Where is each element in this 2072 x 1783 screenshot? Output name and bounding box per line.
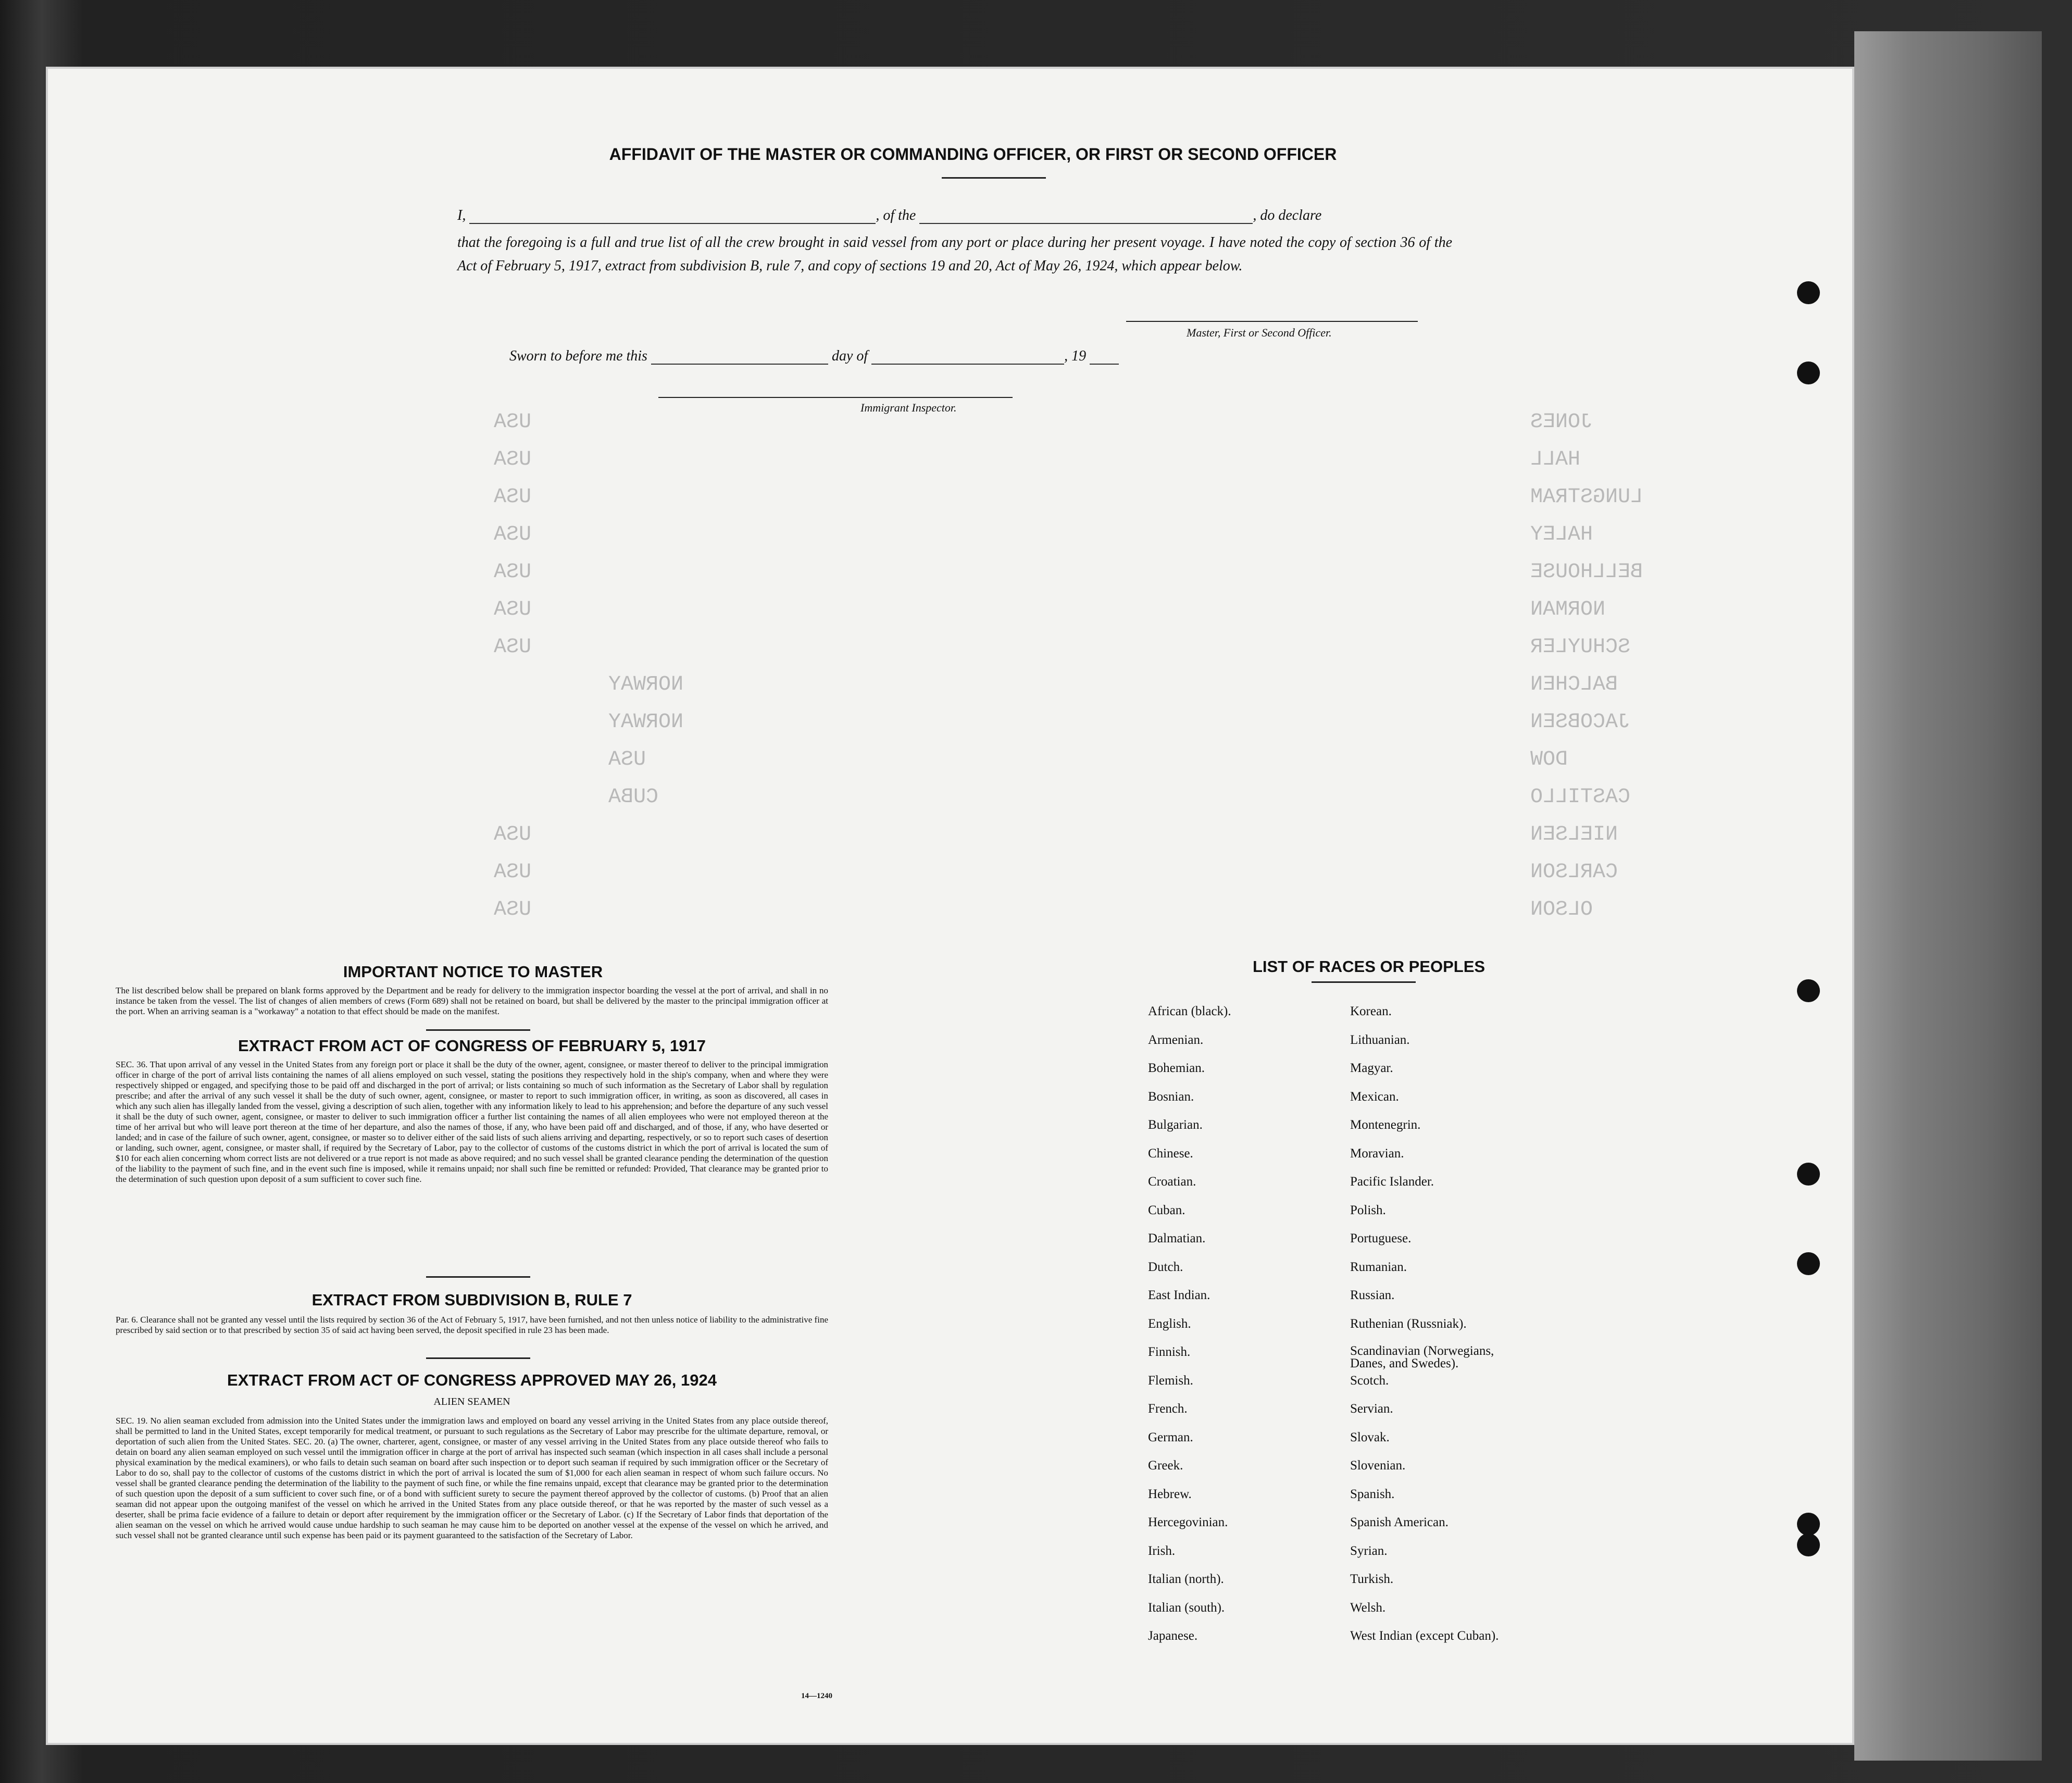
punch-hole: [1797, 361, 1820, 384]
race-item: Italian (north).: [1148, 1572, 1224, 1586]
bleedthrough-nationality: USA: [494, 861, 532, 884]
affidavit-of-the-label: , of the: [876, 207, 916, 223]
race-item: Korean.: [1350, 1004, 1392, 1018]
race-item: Russian.: [1350, 1288, 1395, 1302]
bleedthrough-nationality: USA: [494, 485, 532, 509]
bleedthrough-nationality: USA: [494, 823, 532, 846]
affidavit-declaration-line: [457, 207, 1321, 224]
sworn-day-blank[interactable]: [651, 364, 828, 365]
affidavit-body: that the foregoing is a full and true list of all the crew brought in said vessel from any port or place during her present voyage. I have noted the copy of section 36 of the Act of February 5, 1917, extract from subdivision B, rule 7, and copy of sections 19 and 20, Act of May 26, 1924, which appear below.: [457, 234, 1452, 274]
bleedthrough-nationality: USA: [494, 635, 532, 659]
bleedthrough-name: SCHUYLER: [1530, 635, 1631, 659]
races-title: LIST OF RACES OR PEOPLES: [1252, 957, 1486, 976]
sworn-month-blank[interactable]: [871, 364, 1064, 365]
sworn-label: Sworn to before me this: [509, 348, 647, 364]
bleedthrough-nationality: USA: [494, 410, 532, 434]
race-item: West Indian (except Cuban).: [1350, 1629, 1499, 1643]
signature-label: Master, First or Second Officer.: [1187, 326, 1332, 339]
race-item: Syrian.: [1350, 1543, 1388, 1558]
name-blank[interactable]: [469, 223, 876, 224]
divider: [942, 177, 1046, 179]
race-item: Croatian.: [1148, 1175, 1196, 1189]
sworn-year-label: , 19: [1064, 348, 1087, 364]
bleedthrough-nationality: USA: [494, 898, 532, 921]
inspector-label: Immigrant Inspector.: [860, 401, 957, 414]
affidavit-declare-label: , do declare: [1253, 207, 1322, 223]
subdivision-b-text: Par. 6. Clearance shall not be granted any vessel until the lists required by section 36 of the Act of February 5, 1917, have been furnished, and not then unless notice of liability to the administrative fine prescribed by said section or to that prescribed by section 35 of said act having been served, the deposit specified in rule 23 has been made.: [116, 1315, 828, 1335]
race-item: Moravian.: [1350, 1146, 1404, 1161]
bleedthrough-nationality: USA: [608, 748, 646, 771]
race-item: Bohemian.: [1148, 1061, 1205, 1075]
bleedthrough-nationality: NORWAY: [608, 673, 684, 696]
affidavit-i-label: I,: [457, 207, 466, 223]
race-item: Welsh.: [1350, 1600, 1386, 1615]
divider: [1312, 981, 1416, 983]
race-item: Flemish.: [1148, 1373, 1193, 1388]
race-item: Dalmatian.: [1148, 1231, 1206, 1245]
bleedthrough-nationality: USA: [494, 598, 532, 621]
sworn-dayof-label: day of: [831, 348, 868, 364]
bleedthrough-name: CARLSON: [1530, 861, 1618, 884]
bleedthrough-name: HALL: [1530, 448, 1581, 471]
sworn-year-blank[interactable]: [1090, 364, 1119, 365]
punch-hole: [1797, 1533, 1820, 1556]
bleedthrough-nationality: CUBA: [608, 785, 659, 809]
race-item: Scandinavian (Norwegians, Danes, and Swedes).: [1350, 1344, 1494, 1370]
notice-text: The list described below shall be prepared on blank forms approved by the Department and be ready for delivery to the immigration inspector boarding the vessel at the port of arrival, and shall in no instance be taken from the vessel. The list of changes of alien members of crews (Form 689) shall not be retained on board, but shall be delivered by the master to the principal immigration officer at the port. When an arriving seaman is a "workaway" a notation to that effect should be made on the manifest.: [116, 986, 828, 1016]
punch-hole: [1797, 1163, 1820, 1186]
affidavit-title: AFFIDAVIT OF THE MASTER OR COMMANDING OFFICER, OR FIRST OR SECOND OFFICER: [609, 145, 1337, 164]
extract-1924-text: SEC. 19. No alien seaman excluded from admission into the United States under the immigration laws and employed on board any vessel arriving in the United States from any place outside thereof, shall be permitted to land in the United States, except temporarily for medical treatment, or pursuant to such regulations as the Secretary of Labor may prescribe for the ultimate departure, removal, or deportation of such alien from the United States. SEC. 20. (a) The owner, charterer, agent, consignee, or master of any vessel arriving in the United States from any place outside thereof who fails to detain on board any alien seaman employed on such vessel until the immigration officer in charge at the port of arrival has inspected such seaman (which inspection in all cases shall include a personal physical examination by the medical examiners), or who fails to detain such seaman on board after such inspection or to deport such seaman if required by such immigration officer or the Secretary of Labor to do so, shall pay to the collector of customs of the customs district in which the port of arrival is located the sum of $1,000 for each alien seaman in respect of whom such failure occurs. No vessel shall be granted clearance pending the determination of the liability to the payment of such fine, or while the fine remains unpaid, except that clearance may be granted prior to the determination of such question upon the deposit of a sum sufficient to cover such fine, or of a bond with sufficient surety to secure the payment thereof approved by the collector of customs. (b) Proof that an alien seaman did not appear upon the outgoing manifest of the vessel on which he arrived in the United States from any place outside thereof, or that he was reported by the master of such vessel as a deserter, shall be prima facie evidence of a failure to detain or deport after requirement by the immigration officer or the Secretary of Labor. (c) If the Secretary of Labor finds that deportation of the alien seaman on the vessel on which he arrived would cause undue hardship to such seaman he may cause him to be deported on another vessel at the expense of the vessel on which he arrived, and such vessel shall not be granted clearance until such expense has been paid or its payment guaranteed to the satisfaction of the Secretary of Labor.: [116, 1416, 828, 1540]
bleedthrough-nationality: NORWAY: [608, 710, 684, 734]
race-item: Chinese.: [1148, 1146, 1193, 1161]
divider: [426, 1357, 530, 1359]
bleedthrough-name: CASTILLO: [1530, 785, 1631, 809]
bleedthrough-name: NORMAN: [1530, 598, 1606, 621]
vessel-blank[interactable]: [919, 223, 1253, 224]
race-item: Mexican.: [1350, 1089, 1399, 1104]
race-item: Hebrew.: [1148, 1487, 1192, 1501]
subdivision-b-title: EXTRACT FROM SUBDIVISION B, RULE 7: [311, 1291, 632, 1309]
inspector-signature-line[interactable]: [658, 397, 1013, 398]
race-item: French.: [1148, 1402, 1188, 1416]
race-item: Hercegovinian.: [1148, 1515, 1228, 1529]
race-item: Dutch.: [1148, 1260, 1183, 1274]
race-item: Spanish.: [1350, 1487, 1395, 1501]
race-item: Italian (south).: [1148, 1600, 1225, 1615]
race-item: German.: [1148, 1430, 1193, 1444]
bleedthrough-name: BELLHOUSE: [1530, 560, 1643, 584]
race-item: Greek.: [1148, 1458, 1183, 1473]
race-item: Bulgarian.: [1148, 1118, 1203, 1132]
race-item: Portuguese.: [1350, 1231, 1412, 1245]
sworn-line: [509, 348, 1119, 365]
extract-1924-subtitle: ALIEN SEAMEN: [433, 1396, 510, 1407]
race-item: Cuban.: [1148, 1203, 1185, 1217]
race-item: Lithuanian.: [1350, 1032, 1410, 1047]
race-item: Finnish.: [1148, 1345, 1191, 1359]
race-item: Irish.: [1148, 1543, 1176, 1558]
race-item: Japanese.: [1148, 1629, 1198, 1643]
race-item: Polish.: [1350, 1203, 1386, 1217]
extract-1924-title: EXTRACT FROM ACT OF CONGRESS APPROVED MAY 26, 1924: [227, 1371, 717, 1389]
race-item: Servian.: [1350, 1402, 1393, 1416]
race-item: Montenegrin.: [1350, 1118, 1421, 1132]
bleedthrough-name: HALEY: [1530, 523, 1593, 546]
divider: [426, 1276, 530, 1278]
bleedthrough-name: JACOBSEN: [1530, 710, 1631, 734]
adjacent-page-edge: [1854, 31, 2042, 1761]
divider: [426, 1029, 530, 1031]
bleedthrough-nationality: USA: [494, 448, 532, 471]
document-page: [46, 67, 1854, 1745]
signature-line[interactable]: [1126, 321, 1418, 322]
bleedthrough-name: LUNGSTRAM: [1530, 485, 1643, 509]
race-item: Scotch.: [1350, 1373, 1389, 1388]
race-item: Spanish American.: [1350, 1515, 1449, 1529]
race-item: Rumanian.: [1350, 1260, 1407, 1274]
race-item: Ruthenian (Russniak).: [1350, 1316, 1467, 1331]
punch-hole: [1797, 979, 1820, 1002]
race-item: Slovenian.: [1350, 1458, 1406, 1473]
race-item: Magyar.: [1350, 1061, 1393, 1075]
punch-hole: [1797, 1513, 1820, 1536]
extract-1917-title: EXTRACT FROM ACT OF CONGRESS OF FEBRUARY 5, 1917: [238, 1037, 706, 1055]
race-item: Armenian.: [1148, 1032, 1204, 1047]
bleedthrough-name: OLSON: [1530, 898, 1593, 921]
bleedthrough-nationality: USA: [494, 523, 532, 546]
race-item: East Indian.: [1148, 1288, 1210, 1302]
form-number: 14—1240: [801, 1692, 832, 1700]
bleedthrough-name: BALCHEN: [1530, 673, 1618, 696]
bleedthrough-name: DOW: [1530, 748, 1568, 771]
race-item: English.: [1148, 1316, 1191, 1331]
race-item: Pacific Islander.: [1350, 1175, 1434, 1189]
race-item: Bosnian.: [1148, 1089, 1194, 1104]
race-item: Slovak.: [1350, 1430, 1390, 1444]
notice-title: IMPORTANT NOTICE TO MASTER: [343, 963, 603, 981]
race-item: Turkish.: [1350, 1572, 1394, 1586]
extract-1917-text: SEC. 36. That upon arrival of any vessel in the United States from any foreign port or place it shall be the duty of the owner, agent, consignee, or master thereof to deliver to the principal immigration officer in charge of the port of arrival lists containing the names of all aliens employed on such vessel, stating the positions they respectively hold in the ship's company, when and where they were respectively shipped or engaged, and specifying those to be paid off and discharged in the port of arrival; or lists containing so much of such information as the Secretary of Labor shall by regulation prescribe; and after the arrival of any such vessel it shall be the duty of such owner, agent, consignee, or master to report to such immigration officer, in writing, as soon as discovered, all cases in which any such alien has illegally landed from the vessel, giving a description of such alien, together with any information likely to lead to his apprehension; and before the departure of any such vessel it shall be the duty of such owner, agent, consignee, or master to deliver to such immigration officer a further list containing the names of all alien employees who were not employed thereon at the time of her arrival but who will leave port thereon at the time of her departure, and also the names of those, if any, who have been paid off and discharged, and of those, if any, who have deserted or landed; and in case of the failure of such owner, agent, consignee, or master so to deliver either of the said lists of such aliens arriving and departing, respectively, or so to report such cases of desertion or landing, such owner, agent, consignee, or master shall, if required by the Secretary of Labor, pay to the collector of customs of the customs district in which the port of arrival is located the sum of $10 for each alien concerning whom correct lists are not delivered or a true report is not made as above required; and no such vessel shall be granted clearance pending the determination of the question of the liability to the payment of such fine, and in the event such fine is imposed, while it remains unpaid; nor shall such fine be remitted or refunded: Provided, That clearance may be granted prior to the determination of such question upon deposit of a sum sufficient to cover such fine.: [116, 1059, 828, 1184]
punch-hole: [1797, 1252, 1820, 1275]
race-item: African (black).: [1148, 1004, 1231, 1018]
bleedthrough-nationality: USA: [494, 560, 532, 584]
bleedthrough-name: NIELSEN: [1530, 823, 1618, 846]
punch-hole: [1797, 281, 1820, 304]
bleedthrough-name: JONES: [1530, 410, 1593, 434]
